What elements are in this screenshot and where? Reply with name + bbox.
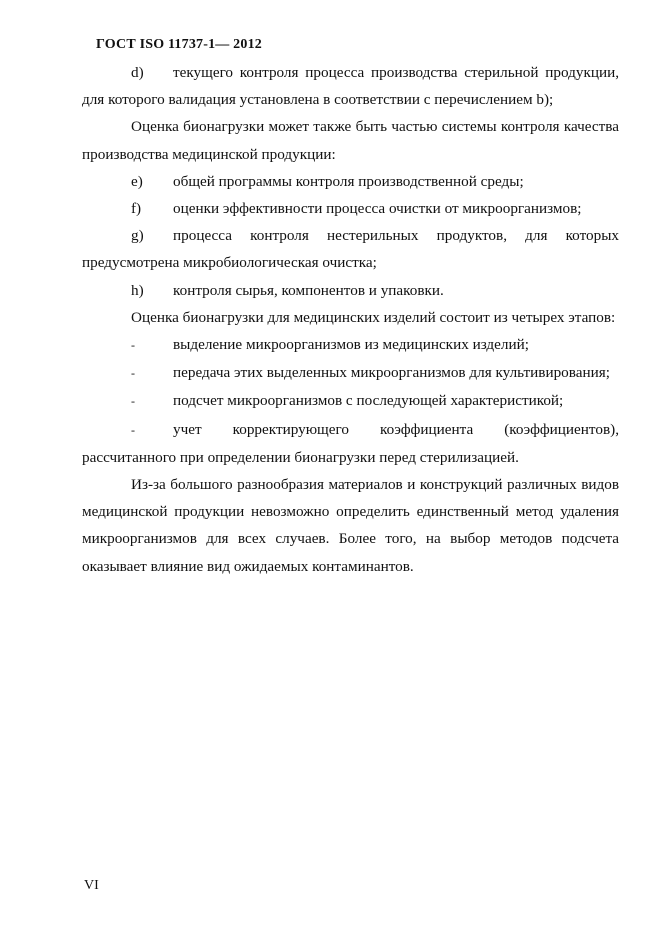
page-number: VI	[84, 878, 99, 893]
text-line: Из-за большого разнообразия материалов и конструкций различных	[131, 476, 577, 494]
text-line: текущего контроля процесса производства стерильной продукции,	[173, 64, 619, 81]
list-marker: f)	[131, 200, 142, 218]
text-line: рассчитанного при определении бионагрузки перед стерилизацией.	[82, 448, 519, 466]
text-line: качества производства медицинской продукции:	[82, 118, 619, 163]
text-line: удаления микроорганизмов для всех случаев. Более того, на выбор методов	[82, 503, 619, 548]
text-line: предусмотрена микробиологическая очистка;	[82, 254, 377, 272]
text-line: процесса контроля нестерильных продуктов, для которых	[173, 227, 619, 245]
paragraph	[82, 113, 619, 167]
text-line: видов медицинской продукции невозможно определить единственный метод	[82, 476, 619, 521]
document-header: ГОСТ ISO 11737-1— 2012	[96, 37, 262, 52]
list-marker: d)	[131, 64, 144, 81]
list-item-g	[82, 222, 619, 276]
text-line: подсчет микроорганизмов с последующей характеристикой;	[173, 392, 564, 410]
text-line: этапов:	[568, 308, 616, 326]
list-item-f	[82, 195, 619, 222]
text-line: оценки эффективности процесса очистки от микроорганизмов;	[173, 200, 582, 218]
text-line: учет корректирующего коэффициента (коэффициентов),	[173, 420, 619, 438]
dash-item	[82, 331, 619, 359]
dash-marker: -	[131, 394, 135, 409]
text-line: выделение микроорганизмов из медицинских изделий;	[173, 336, 529, 354]
dash-item	[82, 387, 619, 415]
document-body	[82, 59, 619, 580]
dash-item	[82, 416, 619, 471]
text-line: передача этих выделенных микроорганизмов для	[173, 364, 492, 382]
paragraph	[82, 304, 619, 331]
list-item-h	[82, 277, 619, 304]
list-marker: h)	[131, 281, 144, 299]
list-marker: e)	[131, 172, 143, 190]
list-item-d	[82, 59, 619, 113]
dash-marker: -	[131, 366, 135, 381]
text-line: для которого валидация установлена в соответствии с перечислением b);	[82, 91, 554, 109]
dash-marker: -	[131, 338, 135, 353]
text-line: общей программы контроля производственной среды;	[173, 172, 524, 190]
text-line: Оценка бионагрузки для медицинских изделий состоит из четырех	[131, 308, 565, 326]
list-item-e	[82, 168, 619, 195]
paragraph	[82, 471, 619, 580]
text-line: культивирования;	[495, 364, 610, 382]
dash-marker: -	[131, 422, 135, 437]
text-line: Оценка бионагрузки может также быть частью системы контроля	[131, 118, 560, 136]
text-line: контроля сырья, компонентов и упаковки.	[173, 281, 444, 299]
dash-item	[82, 359, 619, 387]
list-marker: g)	[131, 227, 144, 245]
text-line: подсчета оказывает влияние вид ожидаемых контаминантов.	[82, 530, 620, 575]
